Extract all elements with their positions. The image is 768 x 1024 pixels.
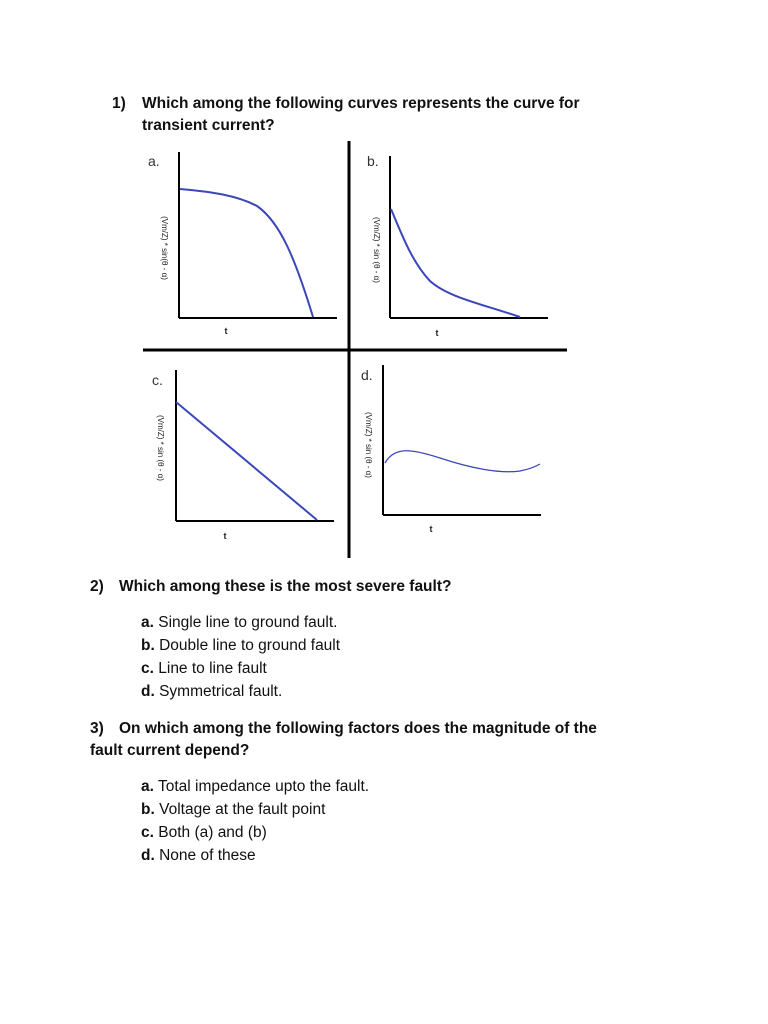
- panel-c-letter: c.: [152, 372, 163, 388]
- panel-a-letter: a.: [148, 153, 160, 169]
- panel-a-curve: [180, 189, 313, 317]
- option-text: Voltage at the fault point: [159, 801, 326, 818]
- panel-a-xlabel: t: [224, 326, 228, 336]
- panel-c-curve: [176, 402, 317, 520]
- question-number: 1): [112, 95, 126, 112]
- option-text: Both (a) and (b): [158, 824, 267, 841]
- question-3-options: [141, 775, 369, 867]
- question-text-line1: On which among the following factors does the magnitude of the: [119, 720, 597, 737]
- option-d: [141, 844, 369, 867]
- panel-b-xlabel: t: [435, 328, 439, 338]
- option-letter: d.: [141, 683, 155, 700]
- panel-c-xlabel: t: [223, 531, 227, 541]
- question-text: Which among these is the most severe fault?: [119, 578, 452, 595]
- panel-b-curve: [391, 209, 520, 317]
- panel-c-ylabel: (Vm/Z) * sin (θ - α): [156, 415, 165, 481]
- option-letter: b.: [141, 801, 155, 818]
- panel-b-ylabel: (Vm/Z) * sin (θ - α): [372, 217, 381, 283]
- question-3-title: [90, 718, 597, 762]
- option-letter: a.: [141, 778, 154, 795]
- panel-c: [156, 370, 334, 541]
- option-d: [141, 680, 340, 703]
- option-letter: b.: [141, 637, 155, 654]
- panel-d-ylabel: (Vm/Z) * sin (θ - α): [364, 412, 373, 478]
- panel-d-curve: [385, 451, 540, 472]
- question-2-options: [141, 611, 340, 703]
- question-number: 3): [90, 720, 104, 737]
- question-number: 2): [90, 578, 104, 595]
- question-2-title: [90, 576, 451, 598]
- option-text: Single line to ground fault.: [158, 614, 338, 631]
- option-letter: c.: [141, 660, 154, 677]
- panel-d: [364, 365, 541, 534]
- panel-a-ylabel: (Vm/Z) * sin(θ - α): [160, 216, 169, 280]
- question-text-line2: transient current?: [142, 117, 275, 134]
- panel-a: [160, 152, 337, 336]
- panel-b-letter: b.: [367, 153, 379, 169]
- option-text: Symmetrical fault.: [159, 683, 283, 700]
- option-letter: a.: [141, 614, 154, 631]
- option-c: [141, 821, 369, 844]
- question-text-line1: Which among the following curves represents the curve for: [142, 95, 580, 112]
- panel-b: [372, 156, 548, 338]
- option-text: Double line to ground fault: [159, 637, 341, 654]
- option-text: None of these: [159, 847, 256, 864]
- question-text-line2: fault current depend?: [90, 742, 250, 759]
- option-b: [141, 798, 369, 821]
- option-text: Line to line fault: [158, 660, 267, 677]
- option-c: [141, 657, 340, 680]
- option-letter: c.: [141, 824, 154, 841]
- option-a: [141, 611, 340, 634]
- option-b: [141, 634, 340, 657]
- option-a: [141, 775, 369, 798]
- option-text: Total impedance upto the fault.: [157, 778, 370, 795]
- option-letter: d.: [141, 847, 155, 864]
- panel-d-letter: d.: [361, 367, 373, 383]
- panel-d-xlabel: t: [429, 524, 433, 534]
